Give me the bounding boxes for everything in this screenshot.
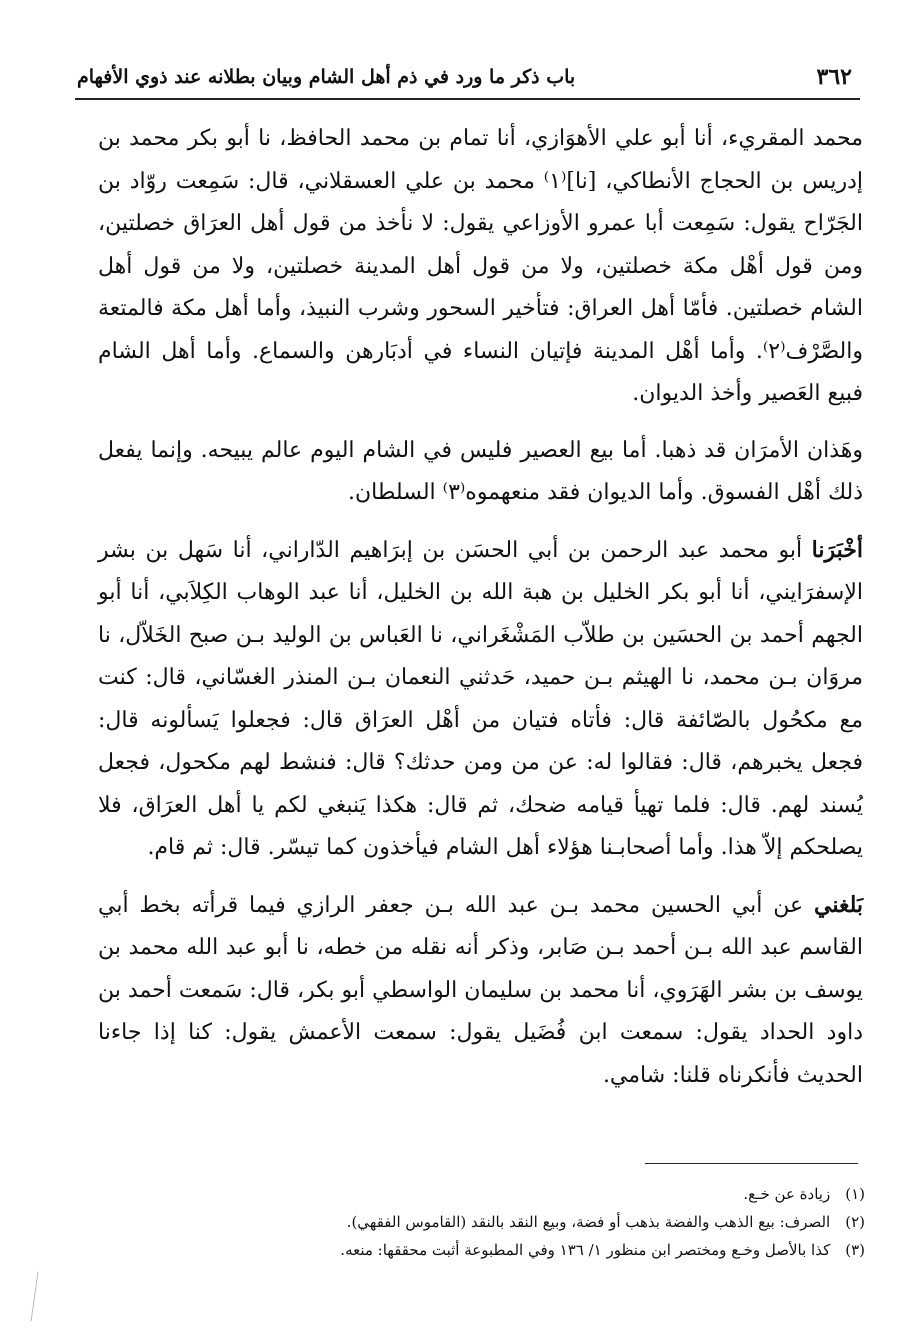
running-title: باب ذكر ما ورد في ذم أهل الشام وبيان بطلانه عند ذوي الأفهام (77, 66, 576, 88)
paragraph (98, 430, 863, 515)
page-header (75, 60, 860, 100)
footnote-text: زيادة عن خـع. (743, 1185, 831, 1203)
paragraph-text: عن أبي الحسين محمد بـن عبد الله بـن جعفر الرازي فيما قرأته بخط أبي القاسم عبد الله بـن أحمد بـن صَابر، وذكر أنه نقله من خطه، نا أبو عبد الله محمد بن يوسف بن بشر الهَرَوي، أنا محمد بن سليمان الواسطي أبو بكر، قال: سَمعت أحمد بن داود الحداد يقول: سمعت ابن فُضَيل يقول: سمعت الأعمش يقول: كنا إذا جاءنا الحديث فأنكرناه قلنا: شامي. (98, 892, 863, 1088)
paragraph-text: محمد المقريء، أنا أبو علي الأهوَازي، أنا تمام بن محمد الحافظ، نا أبو بكر محمد بن إدريس بن الحجاج الأنطاكي، [نا]⁽١⁾ محمد بن علي العسقلاني، قال: سَمِعت روّاد بن الجَرّاح يقول: سَمِعت أبا عمرو الأوزاعي يقول: لا نأخذ من قول أهل العرَاق خصلتين، ومن قول أهْل مكة خصلتين، ولا من قول أهل المدينة خصلتين، ولا من قول أهل الشام خصلتين. فأمّا أهل العراق: فتأخير السحور وشرب النبيذ، وأما أهل مكة فالمتعة والصَّرْف⁽٢⁾. وأما أهْل المدينة فإتيان النساء في أدبَارهن والسماع. وأما أهل الشام فبيع العَصير وأخذ الديوان. (98, 126, 863, 406)
footnote-3 (240, 1236, 865, 1264)
footnotes (240, 1180, 865, 1264)
footnote-1 (240, 1180, 865, 1208)
footnote-separator (645, 1163, 858, 1164)
scan-margin-mark (31, 1272, 47, 1323)
paragraph-lead-word: بَلغني (814, 891, 863, 918)
footnote-number: (٢) (845, 1213, 865, 1231)
paragraph-lead-word: أخْبَرَنا (811, 536, 863, 563)
footnote-number: (٣) (845, 1241, 865, 1259)
footnote-number: (١) (845, 1185, 865, 1203)
main-text (98, 118, 863, 1097)
paragraph-text: أبو محمد عبد الرحمن بن أبي الحسَن بن إبرَاهيم الدّاراني، أنا سَهل بن بشر الإسفرَايني، أنا أبو بكر الخليل بن هبة الله بن الخليل، أنا عبد الوهاب الكِلاَبي، أنا أبو الجهم أحمد بن الحسَين بن طلاّب المَشْغَراني، نا العَباس بن الوليد بـن صبح الخَلاّل، نا مروَان بـن محمد، نا الهيثم بـن حميد، حَدثني النعمان بـن المنذر الغسّاني، قال: كنت مع مكحُول بالصّائفة قال: فأتاه فتيان من أهْل العرَاق قال: فجعلوا يَسألونه قال: فجعل يخبرهم، قال: فقالوا له: عن من ومن حدثك؟ قال: فنشط لهم مكحول، فجعل يُسند لهم. قال: فلما تهيأ قيامه ضحك، ثم قال: هكذا يَنبغي لكم يا أهل العرَاق، فلا يصلحكم إلاّ هذا. وأما أصحابـنا هؤلاء أهل الشام فيأخذون كما تيسّر. قال: ثم قام. (98, 537, 863, 860)
paragraph-text: وهَذان الأمرَان قد ذهبا. أما بيع العصير فليس في الشام اليوم عالم يبيحه. وإنما يفعل ذلك أهْل الفسوق. وأما الديوان فقد منعهموه⁽٣⁾ السلطان. (98, 437, 863, 505)
footnote-text: الصرف: بيع الذهب والفضة بذهب أو فضة، وبيع النقد بالنقد (القاموس الفقهي). (346, 1213, 831, 1231)
paragraph (98, 884, 863, 1098)
footnote-text: كذا بالأصل وخـع ومختصر ابن منظور ١/ ١٣٦ وفي المطبوعة أثبت محققها: منعه. (340, 1241, 831, 1259)
paragraph (98, 529, 863, 870)
paragraph (98, 118, 863, 416)
page-number: ٣٦٢ (816, 64, 852, 90)
footnote-2 (240, 1208, 865, 1236)
